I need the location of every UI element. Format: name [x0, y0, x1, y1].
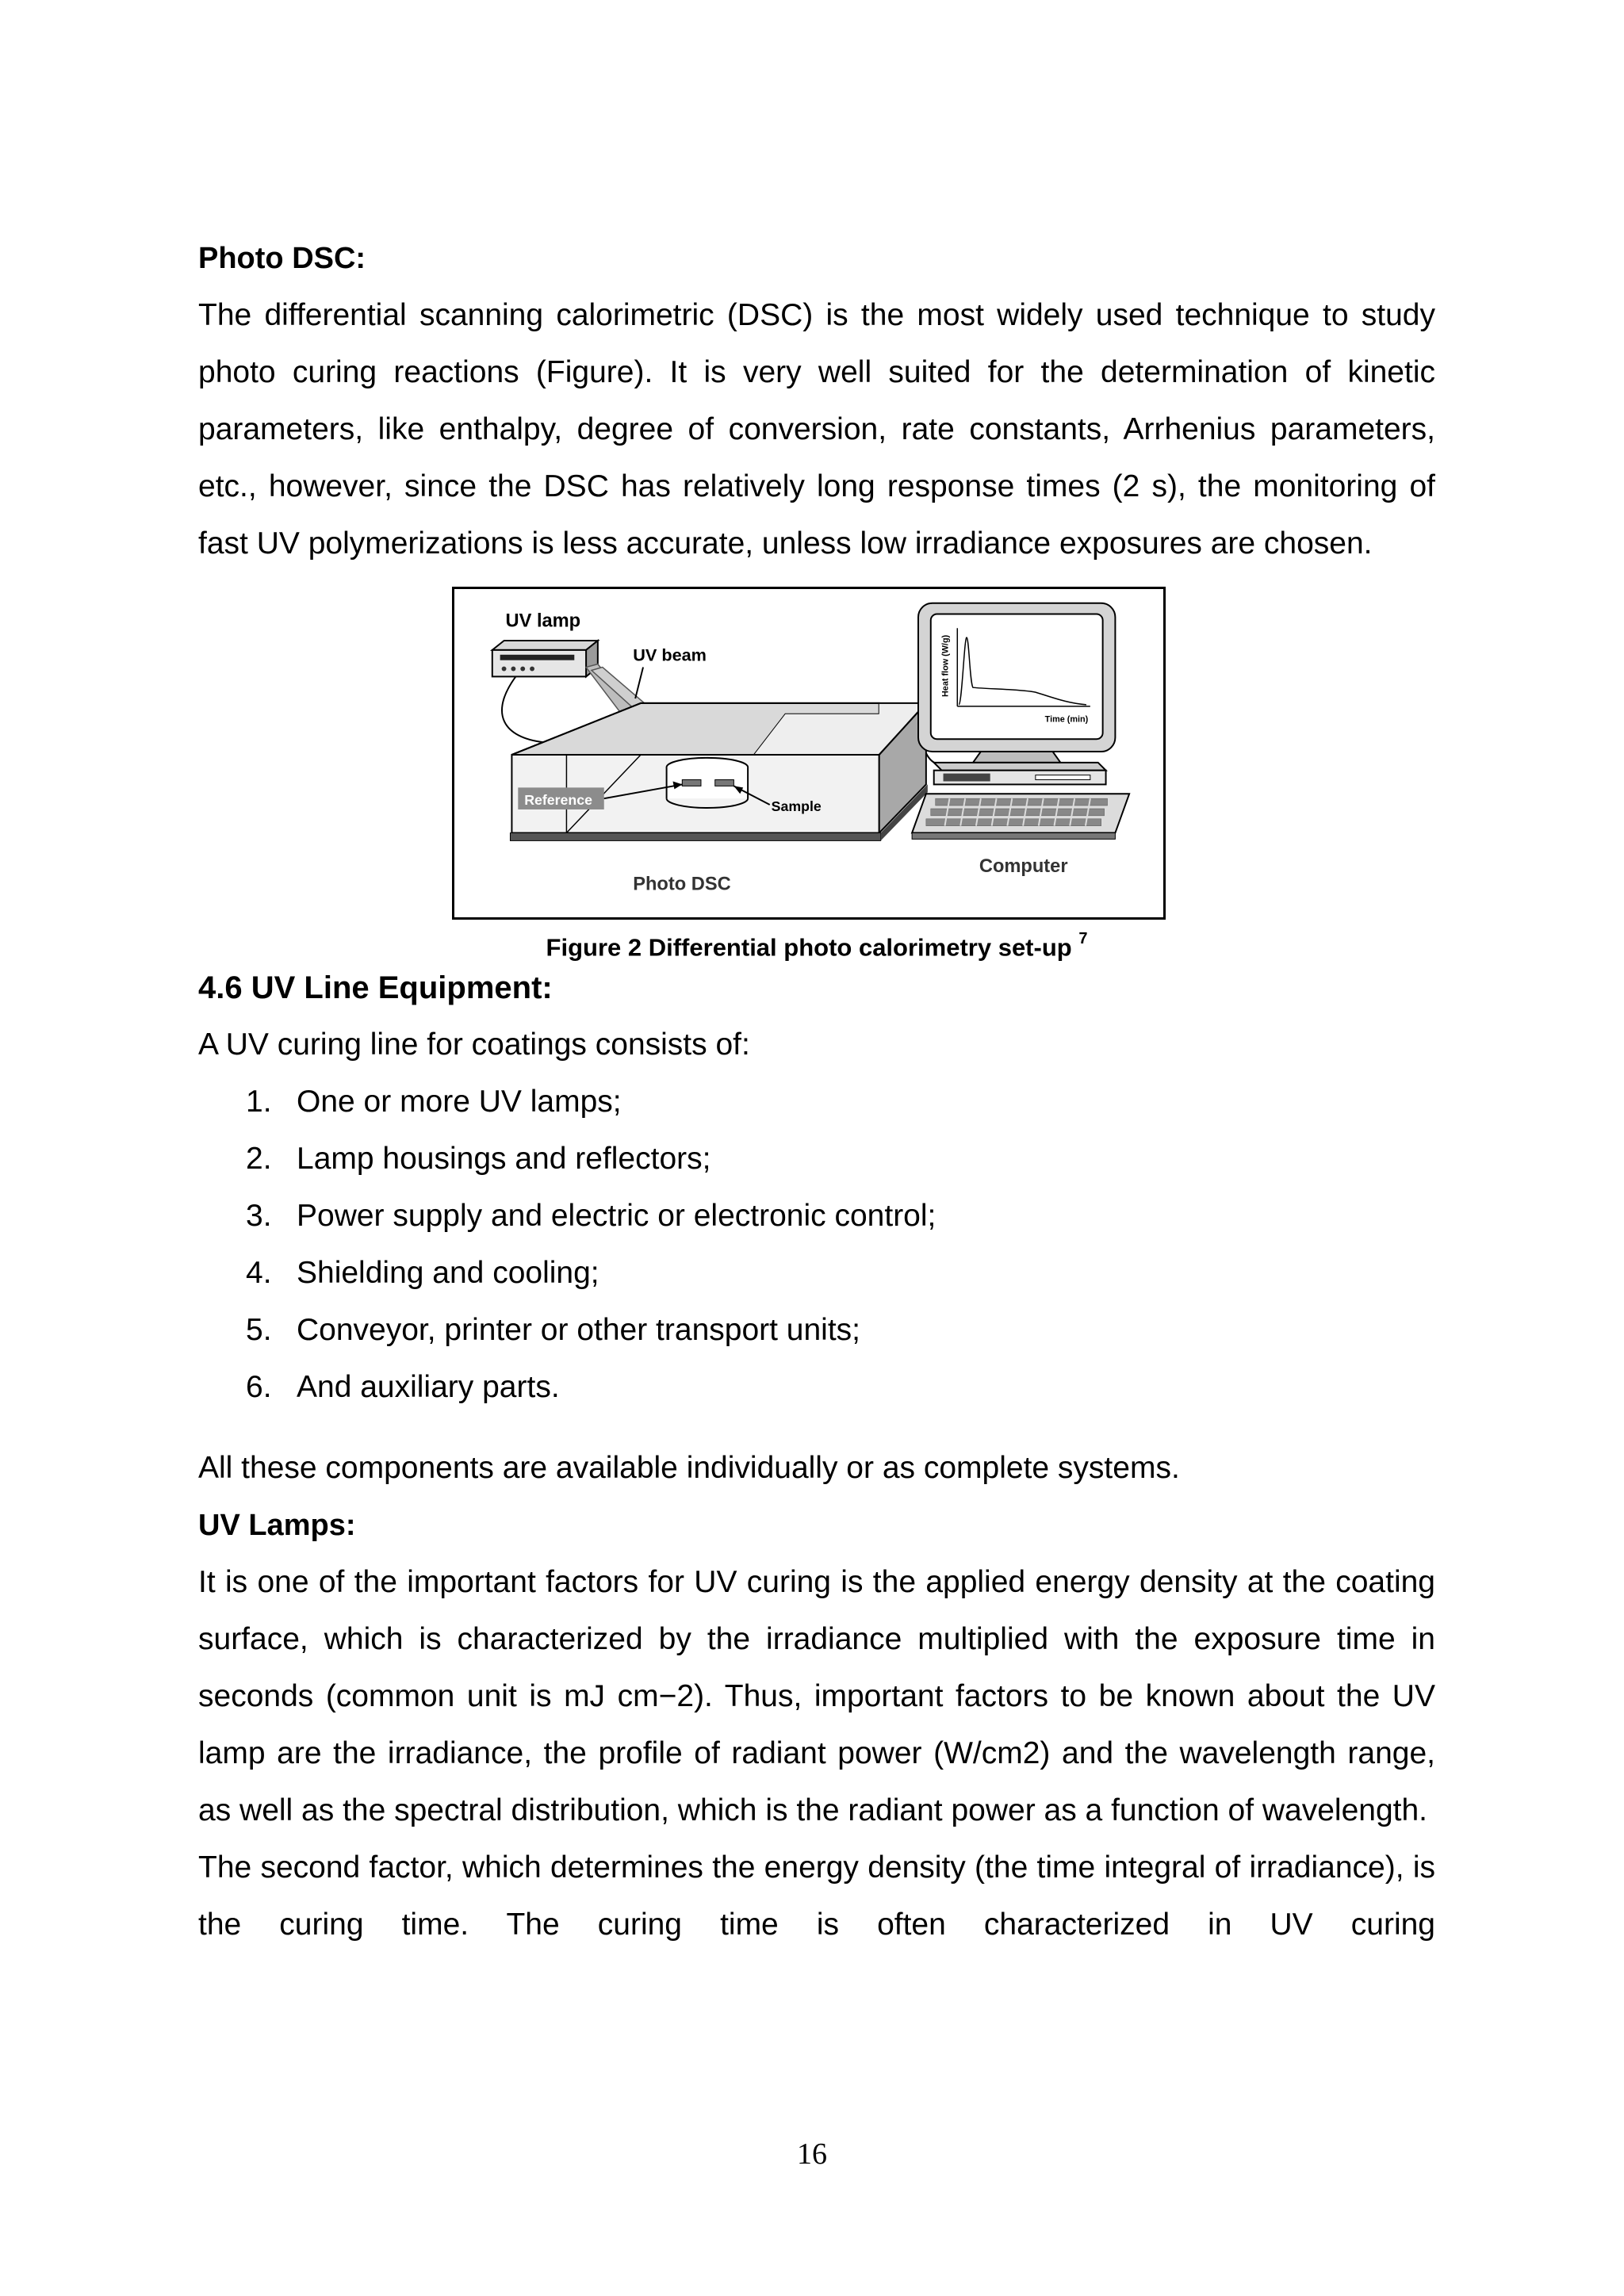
uv-beam-label: UV beam: [633, 645, 707, 665]
sample-label: Sample: [771, 798, 822, 814]
list-item-text: Shielding and cooling;: [297, 1256, 599, 1290]
list-item: [246, 1302, 1435, 1359]
y-axis-label: Heat flow (W/g): [940, 634, 951, 698]
uv-line-outro: All these components are available individually or as complete systems.: [198, 1451, 1180, 1485]
figure-caption-text: Figure 2 Differential photo calorimetry set-up: [546, 933, 1072, 962]
photo-dsc-diagram: [454, 589, 1163, 917]
figure-photo-dsc: [198, 587, 1435, 962]
list-item-number: 2.: [246, 1142, 272, 1176]
list-item: [246, 1131, 1435, 1188]
paragraph-uv-lamps-1: It is one of the important factors for UV curing is the applied energy density at the coating surface, which is characterized by the irradiance multiplied with the exposure time in seconds (common unit is mJ cm−2). Thus, important factors to be known about the UV lamp are the irradiance, the profile of radiant power (W/cm2) and the wavelength range, as well as the spectral distribution, which is the radiant power as a function of wavelength.: [198, 1565, 1435, 1827]
paragraph-photo-dsc: The differential scanning calorimetric (DSC) is the most widely used technique to study photo curing reactions (Figure). It is very well suited for the determination of kinetic parameters, like enthalpy, degree of conversion, rate constants, Arrhenius parameters, etc., however, since the DSC has relatively long response times (2 s), the monitoring of fast UV polymerizations is less accurate, unless low irradiance exposures are chosen.: [198, 298, 1435, 561]
list-item-number: 6.: [246, 1370, 272, 1404]
figure-diagram: [452, 587, 1166, 920]
list-item: [246, 1359, 1435, 1416]
figure-caption: [198, 926, 1435, 963]
list-item-text: Lamp housings and reflectors;: [297, 1142, 711, 1176]
list-item-text: Conveyor, printer or other transport units;: [297, 1313, 861, 1347]
list-item: [246, 1188, 1435, 1245]
list-item: [246, 1245, 1435, 1302]
list-item-number: 4.: [246, 1256, 272, 1290]
list-item: [246, 1073, 1435, 1131]
uv-lamp-label: UV lamp: [505, 610, 581, 632]
list-item-text: One or more UV lamps;: [297, 1085, 622, 1119]
page-number: 16: [797, 2137, 827, 2171]
uv-line-intro: A UV curing line for coatings consists of:: [198, 1027, 750, 1062]
section-heading-uv-lamps: UV Lamps:: [198, 1509, 356, 1542]
document-page: [198, 230, 1435, 1954]
keyboard: [912, 794, 1129, 839]
section-heading-photo-dsc: Photo DSC:: [198, 242, 366, 275]
photo-dsc-label: Photo DSC: [633, 874, 731, 895]
computer-label: Computer: [979, 855, 1068, 877]
uv-line-components-list: [198, 1073, 1435, 1416]
x-axis-label: Time (min): [1044, 714, 1089, 725]
list-item-number: 5.: [246, 1313, 272, 1347]
reference-label: Reference: [524, 792, 592, 809]
computer-base: [934, 763, 1106, 785]
list-item-number: 3.: [246, 1199, 272, 1233]
section-heading-uv-line: 4.6 UV Line Equipment:: [198, 970, 553, 1005]
list-item-text: Power supply and electric or electronic control;: [297, 1199, 936, 1233]
uv-lamp-unit: [492, 641, 598, 676]
list-item-number: 1.: [246, 1085, 272, 1119]
paragraph-uv-lamps-2: The second factor, which determines the energy density (the time integral of irradiance), is the curing time. The curing time is often characterized in UV curing: [198, 1850, 1435, 1942]
list-item-text: And auxiliary parts.: [297, 1370, 560, 1404]
figure-caption-reference: 7: [1078, 930, 1088, 947]
